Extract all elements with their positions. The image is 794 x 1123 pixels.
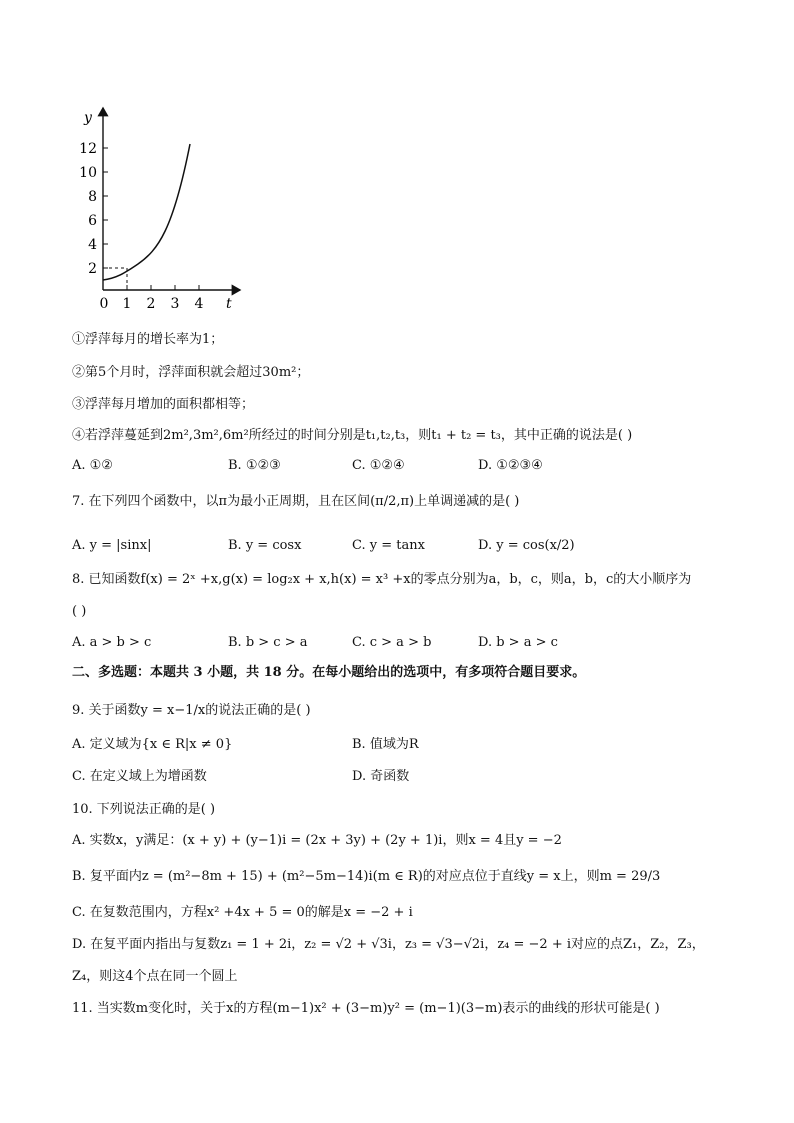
q9-stem: 9. 关于函数y = x−1/x的说法正确的是( ) [72, 703, 311, 718]
q6-option-a[interactable]: A. ①② [72, 458, 113, 473]
q7-option-a[interactable]: A. y = |sinx| [72, 538, 152, 553]
y-tick-label: 2 [88, 261, 97, 277]
x-tick-label: 4 [194, 296, 204, 312]
x-tick-label: 3 [170, 296, 180, 312]
q9-option-b[interactable]: B. 值域为R [352, 737, 419, 752]
q10-stem: 10. 下列说法正确的是( ) [72, 802, 216, 817]
y-tick-label: 8 [88, 189, 97, 205]
q8-option-c[interactable]: C. c > a > b [352, 635, 432, 650]
q7-option-b[interactable]: B. y = cosx [228, 538, 302, 553]
q8-option-b[interactable]: B. b > c > a [228, 635, 308, 650]
q8-stem: 8. 已知函数f(x) = 2ˣ +x,g(x) = log₂x + x,h(x) = x³ +x的零点分别为a，b，c，则a，b，c的大小顺序为 [72, 572, 692, 587]
q7-stem: 7. 在下列四个函数中，以π为最小正周期，且在区间(π/2,π)上单调递减的是( ) [72, 494, 520, 509]
q8-stem-cont: ( ) [72, 604, 87, 619]
q8-option-d[interactable]: D. b > a > c [478, 635, 558, 650]
q10-option-b[interactable]: B. 复平面内z = (m²−8m + 15) + (m²−5m−14)i(m ∈ R)的对应点位于直线y = x上，则m = 29/3 [72, 869, 661, 884]
q7-option-c[interactable]: C. y = tanx [352, 538, 425, 553]
y-axis-label: y [84, 110, 92, 126]
statement-4: ④若浮萍蔓延到2m²,3m²,6m²所经过的时间分别是t₁,t₂,t₃，则t₁ + t₂ = t₃，其中正确的说法是( ) [72, 428, 633, 443]
y-tick-label: 10 [79, 165, 97, 181]
statement-2: ②第5个月时，浮萍面积就会超过30m²； [72, 365, 310, 380]
x-tick-label: 2 [146, 296, 156, 312]
statement-3: ③浮萍每月增加的面积都相等； [72, 397, 255, 412]
q6-option-b[interactable]: B. ①②③ [228, 458, 281, 473]
q10-option-a[interactable]: A. 实数x，y满足：(x + y) + (y−1)i = (2x + 3y) + (2y + 1)i，则x = 4且y = −2 [72, 833, 562, 848]
q10-option-d-cont: Z₄，则这4个点在同一个圆上 [72, 969, 238, 984]
statement-1: ①浮萍每月的增长率为1； [72, 332, 224, 347]
x-tick-label: 1 [122, 296, 132, 312]
x-ticks [100, 285, 204, 312]
q6-option-c[interactable]: C. ①②④ [352, 458, 405, 473]
q10-option-c[interactable]: C. 在复数范围内，方程x² +4x + 5 = 0的解是x = −2 + i [72, 905, 413, 920]
y-tick-label: 12 [79, 141, 97, 157]
y-tick-label: 6 [88, 213, 97, 229]
growth-curve [103, 144, 190, 280]
q7-option-d[interactable]: D. y = cos(x/2) [478, 538, 575, 553]
t-axis-label: t [226, 296, 232, 312]
q10-option-d[interactable]: D. 在复平面内指出与复数z₁ = 1 + 2i，z₂ = √2 + √3i，z₃ = √3−√2i，z₄ = −2 + i对应的点Z₁，Z₂，Z₃， [72, 937, 705, 952]
q8-option-a[interactable]: A. a > b > c [72, 635, 152, 650]
q11-stem: 11. 当实数m变化时，关于x的方程(m−1)x² + (3−m)y² = (m−1)(3−m)表示的曲线的形状可能是( ) [72, 1001, 660, 1016]
growth-graph [68, 100, 258, 322]
x-tick-label: 0 [99, 296, 109, 312]
q6-option-d[interactable]: D. ①②③④ [478, 458, 543, 473]
section-2-heading: 二、多选题：本题共 3 小题，共 18 分。在每小题给出的选项中，有多项符合题目要求。 [72, 665, 586, 680]
q9-option-a[interactable]: A. 定义域为{x ∈ R|x ≠ 0} [72, 737, 233, 752]
y-tick-label: 4 [88, 237, 97, 253]
q9-option-d[interactable]: D. 奇函数 [352, 769, 410, 784]
q9-option-c[interactable]: C. 在定义域上为增函数 [72, 769, 207, 784]
